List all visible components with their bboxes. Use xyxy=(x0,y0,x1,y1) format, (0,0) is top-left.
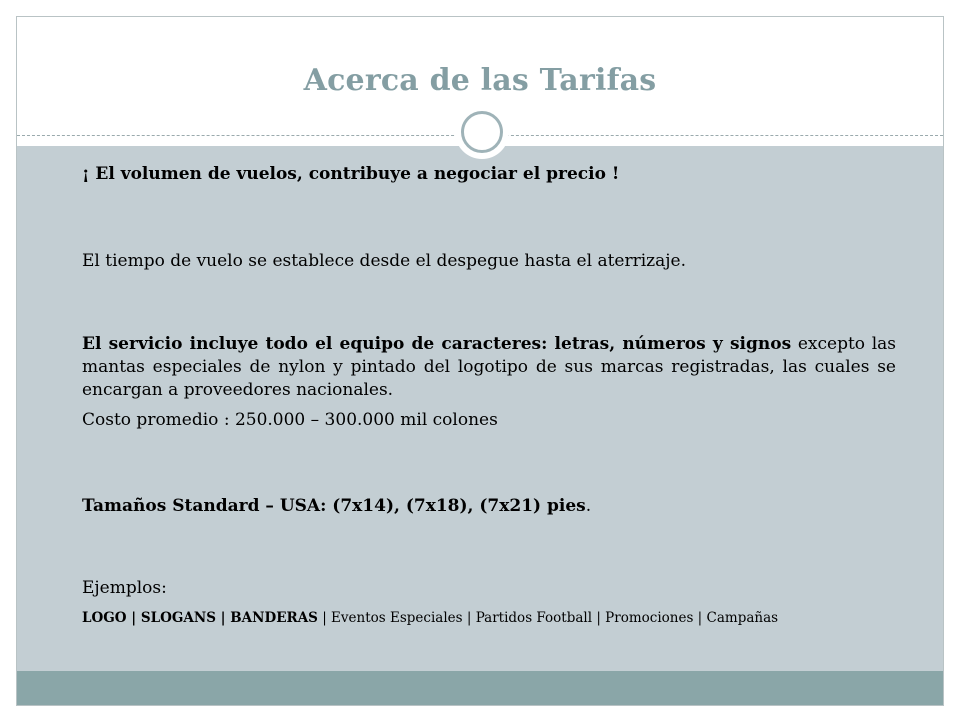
service-paragraph xyxy=(82,333,896,402)
circle-ornament-icon xyxy=(455,105,509,159)
circle-ring xyxy=(461,111,503,153)
cost-line: Costo promedio : 250.000 – 300.000 mil colones xyxy=(82,410,498,430)
flight-time-note: El tiempo de vuelo se establece desde el despegue hasta el aterrizaje. xyxy=(82,251,687,271)
sizes-bold-text: Tamaños Standard – USA: (7x14), (7x18), (7x21) pies xyxy=(82,496,586,516)
slide-title: Acerca de las Tarifas xyxy=(303,63,657,98)
service-rest-text: excepto las mantas especiales de nylon y pintado del logotipo de sus marcas registradas, las cuales se encargan a proveedores nacionales. xyxy=(82,334,896,400)
examples-label: Ejemplos: xyxy=(82,578,167,598)
examples-bold-text: LOGO | SLOGANS | BANDERAS xyxy=(82,610,318,626)
examples-rest-text: | Eventos Especiales | Partidos Football | Promociones | Campañas xyxy=(317,610,779,626)
examples-list xyxy=(82,607,896,630)
volume-note: ¡ El volumen de vuelos, contribuye a negociar el precio ! xyxy=(82,164,620,184)
service-bold-text: El servicio incluye todo el equipo de caracteres: letras, números y signos xyxy=(82,334,792,354)
footer-bar xyxy=(17,671,943,705)
sizes-end-text: . xyxy=(585,496,592,516)
sizes-line xyxy=(82,495,896,518)
